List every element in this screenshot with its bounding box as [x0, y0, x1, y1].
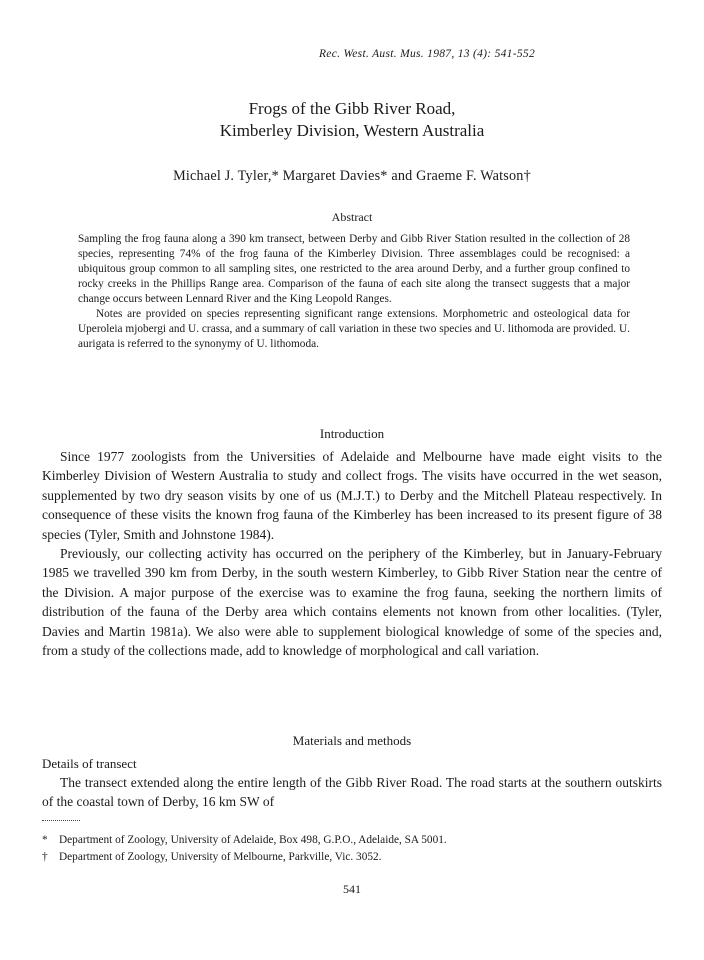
- footnote-divider: [42, 820, 80, 821]
- abstract-body: [78, 232, 630, 352]
- introduction-paragraph-2: Previously, our collecting activity has occurred on the periphery of the Kimberley, but in January-February 1985 we travelled 390 km from Derby, in the south western Kimberley, to Gibb River Station near the centre of the Division. A major purpose of the exercise was to examine the frog fauna, seeking the northern limits of distribution of the fauna of the Derby area which contains elements not known from other localities. (Tyler, Davies and Martin 1981a). We also were able to supplement biological knowledge of some of the species and, from a study of the collections made, add to knowledge of morphological and call variation.: [42, 546, 662, 659]
- footnotes: [42, 832, 662, 866]
- footnote-text: Department of Zoology, University of Melbourne, Parkville, Vic. 3052.: [59, 851, 382, 863]
- footnote-marker: †: [42, 851, 48, 863]
- title-line-1: Frogs of the Gibb River Road,: [248, 99, 456, 118]
- introduction-paragraph-1: Since 1977 zoologists from the Universities of Adelaide and Melbourne have made eight visits to the Kimberley Division of Western Australia to study and collect frogs. The visits have occurred in the wet season, supplemented by two dry season visits by one of us (M.J.T.) to Derby and the Mitchell Plateau respectively. In consequence of these visits the known frog fauna of the Kimberley has been increased to its present figure of 38 species (Tyler, Smith and Johnstone 1984).: [42, 449, 662, 542]
- transect-paragraph: The transect extended along the entire length of the Gibb River Road. The road starts at the southern outskirts of the coastal town of Derby, 16 km SW of: [42, 775, 662, 810]
- author-line: Michael J. Tyler,* Margaret Davies* and Graeme F. Watson†: [173, 168, 531, 184]
- footnote-2: [42, 849, 662, 866]
- transect-body: [42, 773, 662, 812]
- materials-heading: Materials and methods: [292, 733, 412, 748]
- abstract-paragraph-2: Notes are provided on species representing significant range extensions. Morphometric and osteological data for Uperoleia mjobergi and U. crassa, and a summary of call variation in these two species and U. lithomoda are provided. U. aurigata is referred to the synonymy of U. lithomoda.: [78, 308, 630, 350]
- abstract-paragraph-1: Sampling the frog fauna along a 390 km transect, between Derby and Gibb River Station resulted in the collection of 28 species, representing 74% of the frog fauna of the Kimberley Division. Three assemblages could be recognised: a ubiquitous group common to all sampling sites, one restricted to the area around Derby, and a further group confined to rocky creeks in the Phillips Range area. Comparison of the fauna of each site along the transect suggests that a major change occurs between Lennard River and the King Leopold Ranges.: [78, 233, 630, 305]
- title-line-2: Kimberley Division, Western Australia: [219, 121, 485, 140]
- abstract-heading: Abstract: [331, 210, 373, 224]
- footnote-text: Department of Zoology, University of Adelaide, Box 498, G.P.O., Adelaide, SA 5001.: [59, 834, 447, 846]
- footnote-marker: *: [42, 834, 48, 846]
- transect-subheading: Details of transect: [42, 756, 137, 771]
- article-title: [0, 98, 704, 142]
- introduction-body: [42, 447, 662, 660]
- footnote-1: [42, 832, 662, 849]
- journal-header: Rec. West. Aust. Mus. 1987, 13 (4): 541-552: [318, 48, 536, 60]
- introduction-heading: Introduction: [319, 426, 385, 441]
- page-number: 541: [343, 882, 361, 896]
